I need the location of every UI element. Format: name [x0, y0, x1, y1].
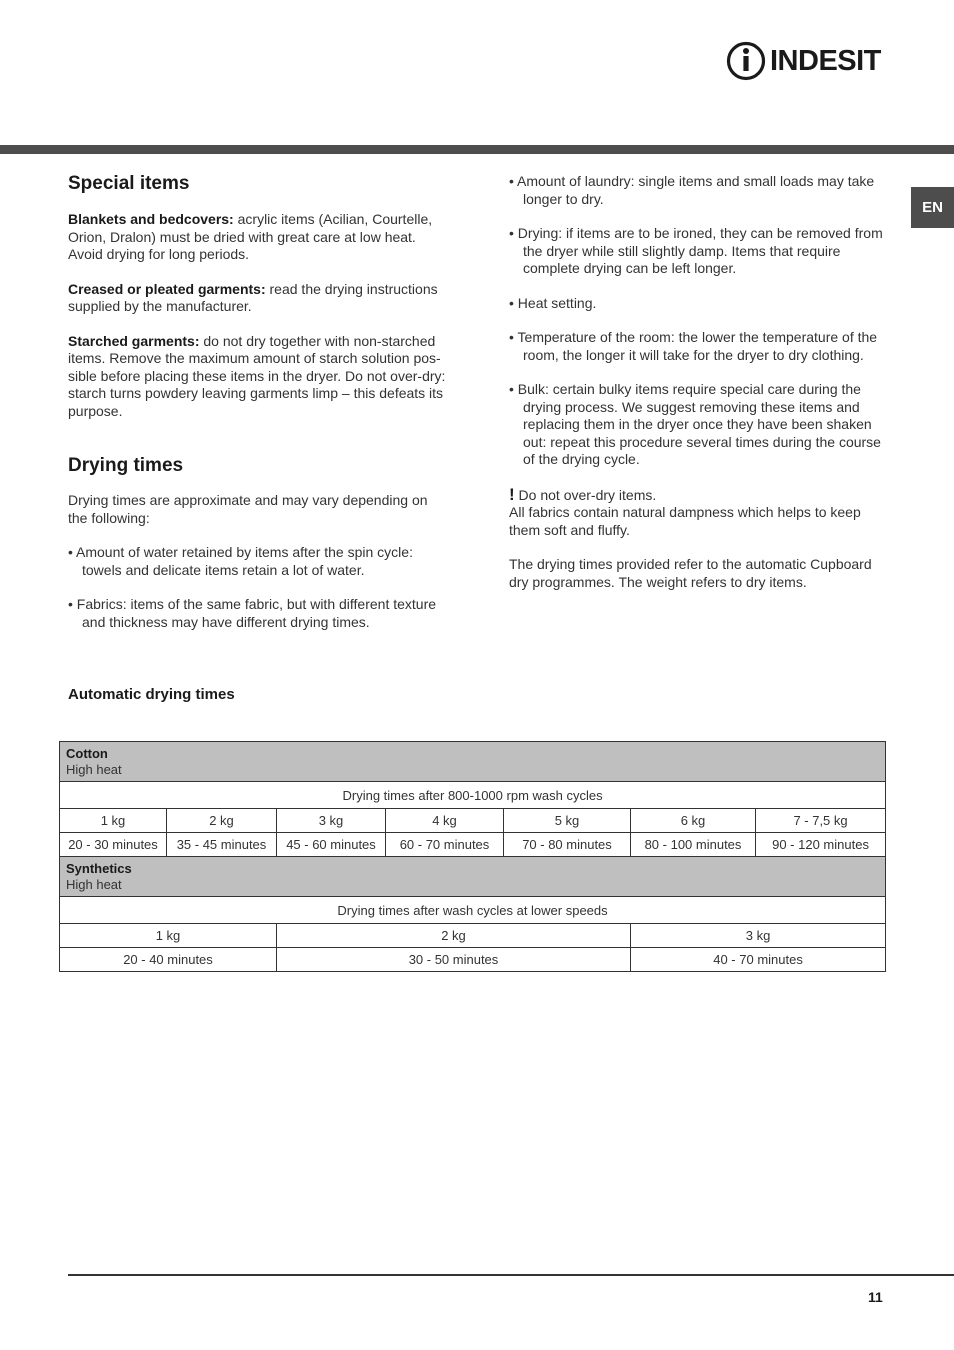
table-cell: 30 - 50 minutes	[277, 948, 631, 972]
table-row	[60, 857, 886, 897]
list-item: • Fabrics: items of the same fabric, but with different texture and thickness may have different drying times.	[68, 596, 437, 630]
list-item: • Drying: if items are to be ironed, they can be removed from the dryer while still slightly damp. Items that require complete drying can be left longer.	[509, 225, 883, 276]
table-cell: 80 - 100 minutes	[631, 833, 756, 857]
right-column	[509, 173, 889, 591]
cotton-title: Cotton	[66, 745, 108, 761]
table-cell: 5 kg	[504, 809, 631, 833]
note-text: The drying times provided refer to the automatic Cupboard dry programmes. The weight refers to dry items.	[509, 556, 872, 590]
list-item: • Bulk: certain bulky items require special care during the drying process. We suggest removing these items and replacing them in the dryer once they have been shaken out: repeat this procedure several times during the course of the drying cycle.	[509, 381, 881, 467]
table-row	[60, 742, 886, 782]
table-row	[60, 782, 886, 809]
blankets-text: acrylic items (Acilian, Courtelle, Orion, Dralon) must be dried with great care at low heat. Avoid drying for long periods.	[68, 211, 433, 262]
page-number: 11	[868, 1289, 883, 1305]
table-cell: 2 kg	[277, 924, 631, 948]
cotton-heat: High heat	[66, 761, 122, 777]
synthetics-title: Synthetics	[66, 860, 132, 876]
table-row	[60, 897, 886, 924]
warning-icon: !	[509, 484, 515, 504]
table-cell: 90 - 120 minutes	[756, 833, 886, 857]
table-cell: 35 - 45 minutes	[167, 833, 277, 857]
brand-wordmark: INDESIT	[770, 45, 881, 77]
table-title: Automatic drying times	[68, 686, 235, 703]
table-cell: 20 - 40 minutes	[60, 948, 277, 972]
table-cell: 20 - 30 minutes	[60, 833, 167, 857]
table-cell: 4 kg	[386, 809, 504, 833]
dampness-text: All fabrics contain natural dampness which helps to keep them soft and fluffy.	[509, 504, 861, 538]
creased-text: read the drying instructions supplied by the manufacturer.	[68, 280, 438, 314]
blankets-paragraph	[68, 211, 448, 264]
creased-paragraph	[68, 281, 448, 316]
indesit-logo	[726, 40, 888, 82]
table-cell: 40 - 70 minutes	[631, 948, 886, 972]
table-cell: 3 kg	[631, 924, 886, 948]
starched-label: Starched garments:	[68, 332, 200, 349]
list-item: • Heat setting.	[509, 294, 597, 311]
header-bar	[0, 145, 954, 154]
drying-times-table	[59, 741, 886, 972]
list-item: • Amount of laundry: single items and small loads may take longer to dry.	[509, 173, 875, 207]
table-row	[60, 833, 886, 857]
language-tab: EN	[911, 187, 954, 228]
blankets-label: Blankets and bedcovers:	[68, 211, 234, 227]
synthetics-heat: High heat	[66, 876, 122, 892]
synthetics-group-header	[60, 857, 886, 897]
table-row	[60, 948, 886, 972]
table-cell: 1 kg	[60, 809, 167, 833]
starched-paragraph	[68, 333, 448, 421]
starched-text: do not dry together with non-starched items. Remove the maximum amount of starch solution pos- sible before placing these items in the dryer. Do not over-dry: starch turns powdery leaving garments limp – this defeats its purpose.	[68, 332, 446, 419]
creased-label: Creased or pleated garments:	[68, 280, 266, 297]
footer-rule	[68, 1274, 954, 1276]
table-cell: 1 kg	[60, 924, 277, 948]
indesit-logo-mark	[726, 40, 766, 82]
table-cell: 45 - 60 minutes	[277, 833, 386, 857]
drying-times-heading: Drying times	[68, 455, 184, 476]
table-row	[60, 924, 886, 948]
table-cell: 70 - 80 minutes	[504, 833, 631, 857]
left-column	[68, 172, 448, 631]
cotton-caption: Drying times after 800-1000 rpm wash cycles	[60, 782, 886, 809]
drying-intro: Drying times are approximate and may vary depending on the following:	[68, 492, 428, 526]
list-item: • Temperature of the room: the lower the temperature of the room, the longer it will take for the dryer to dry clothing.	[509, 329, 878, 363]
table-cell: 6 kg	[631, 809, 756, 833]
special-items-heading: Special items	[68, 173, 190, 194]
table-cell: 2 kg	[167, 809, 277, 833]
cotton-group-header	[60, 742, 886, 782]
table-cell: 60 - 70 minutes	[386, 833, 504, 857]
table-cell: 7 - 7,5 kg	[756, 809, 886, 833]
warning-text: Do not over-dry items.	[514, 486, 657, 503]
synthetics-caption: Drying times after wash cycles at lower speeds	[60, 897, 886, 924]
table-cell: 3 kg	[277, 809, 386, 833]
warning-line	[509, 486, 889, 505]
table-row	[60, 809, 886, 833]
list-item: • Amount of water retained by items after the spin cycle: towels and delicate items retain a lot of water.	[68, 544, 413, 578]
